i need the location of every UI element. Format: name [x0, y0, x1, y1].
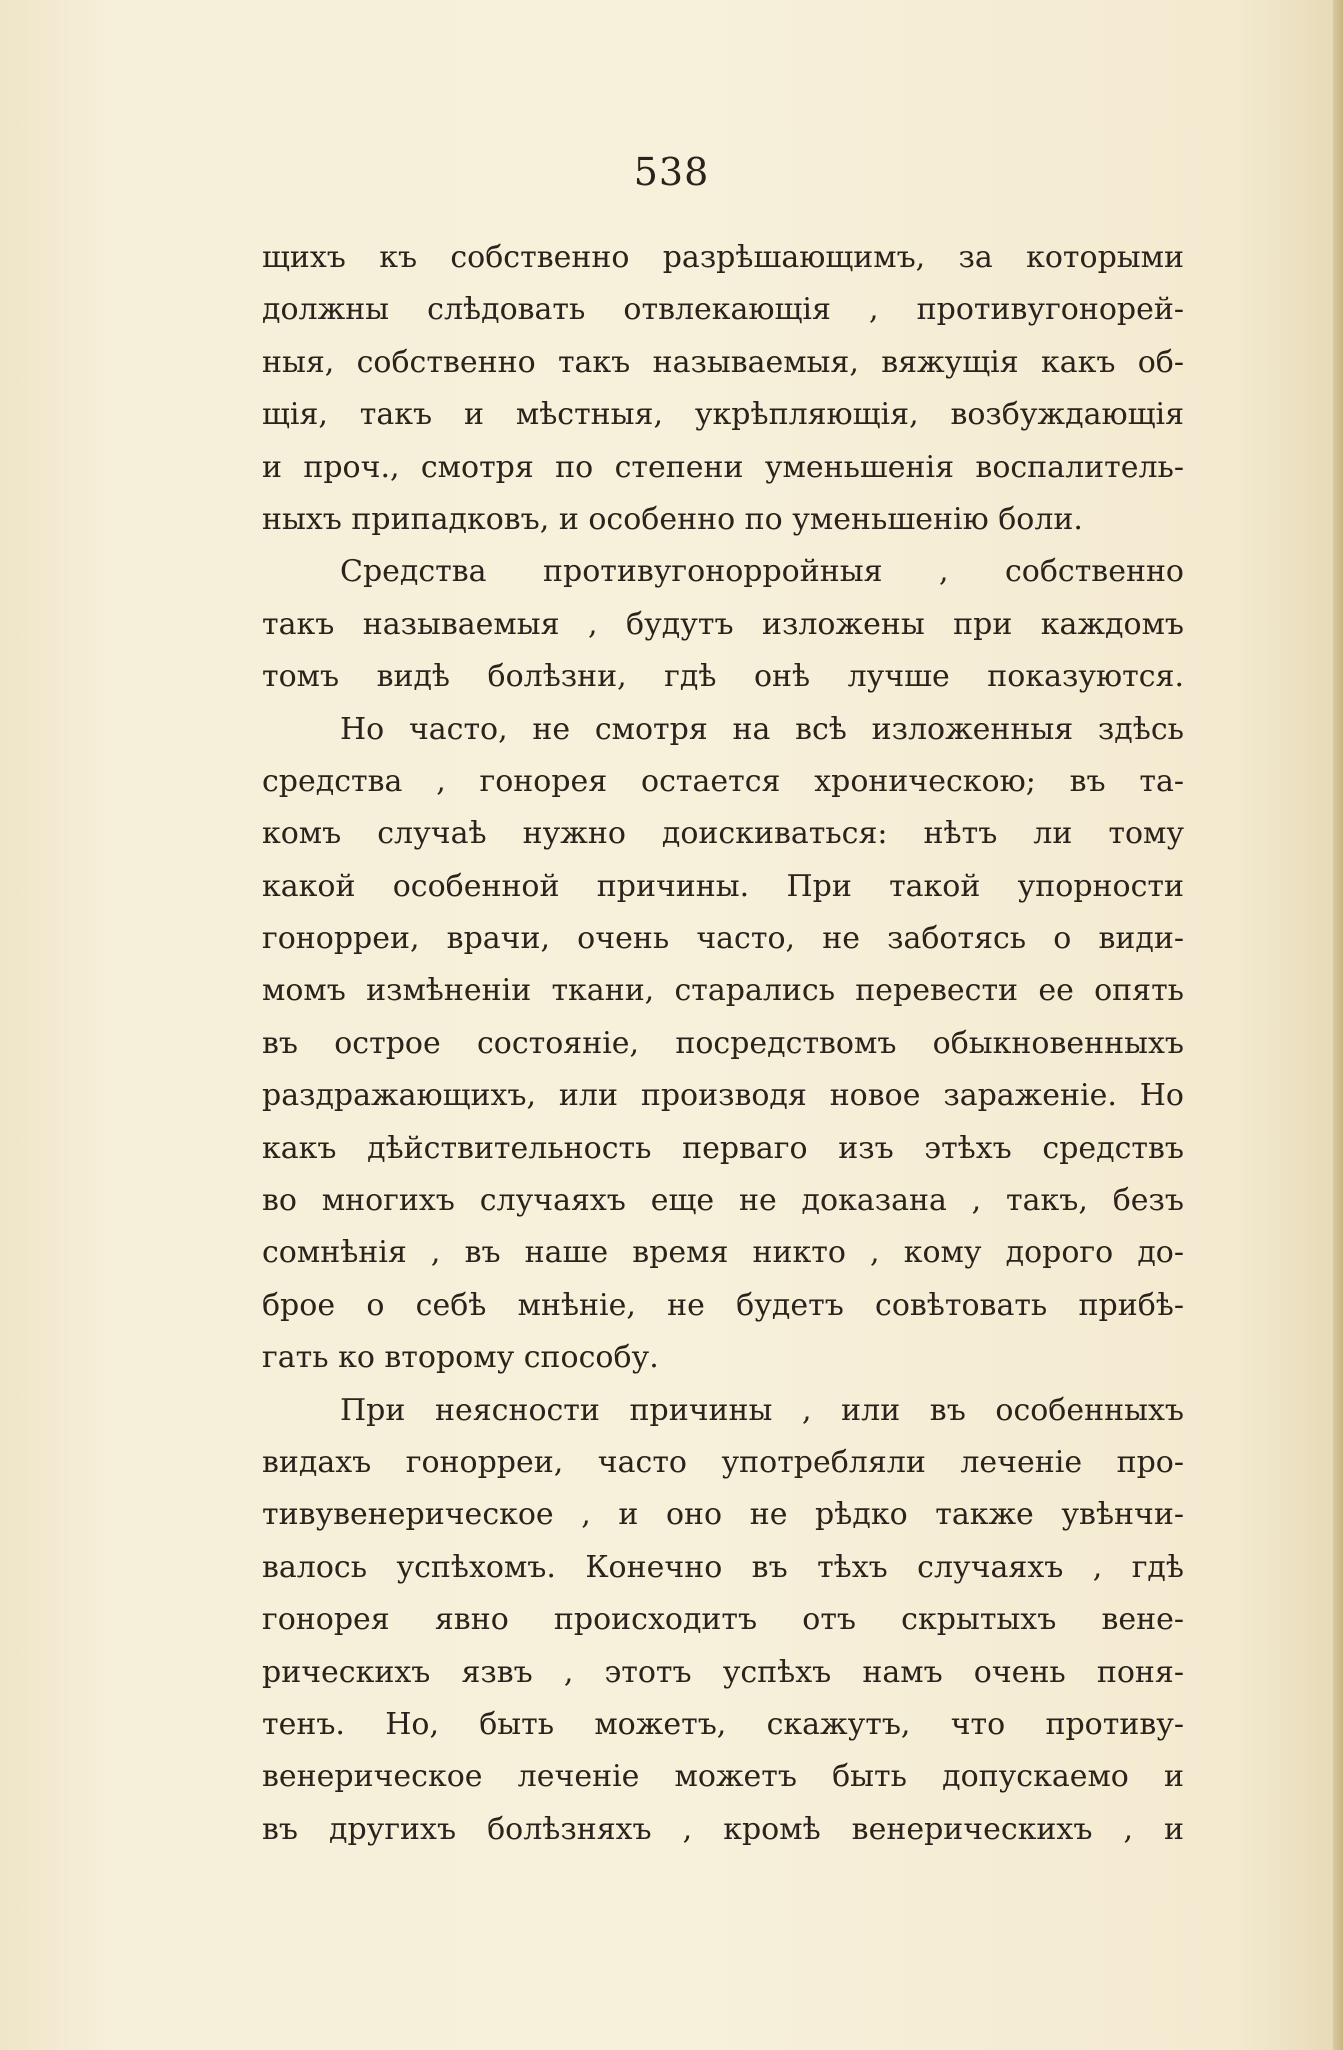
text-line: должны слѣдовать отвлекающія , противугонорей- [262, 292, 1184, 328]
body-text [262, 232, 1184, 1856]
text-line: какой особенной причины. При такой упорности [262, 868, 1184, 904]
text-line: ныхъ припадковъ, и особенно по уменьшенію боли. [262, 501, 1083, 537]
text-line: гонорреи, врачи, очень часто, не заботясь о види- [262, 921, 1184, 957]
text-line: какъ дѣйствительность перваго изъ этѣхъ средствъ [262, 1130, 1184, 1166]
text-line: гонорея явно происходитъ отъ скрытыхъ вене- [262, 1602, 1184, 1638]
text-line: и проч., смотря по степени уменьшенія воспалитель- [262, 449, 1184, 485]
text-line: щихъ къ собственно разрѣшающимъ, за которыми [262, 240, 1184, 275]
text-line: въ острое состояніе, посредствомъ обыкновенныхъ [262, 1025, 1184, 1061]
text-line: томъ видѣ болѣзни, гдѣ онѣ лучше показуются. [262, 659, 1184, 695]
page-edge [1333, 0, 1343, 2050]
text-line: видахъ гонорреи, часто употребляли леченіе про- [262, 1444, 1184, 1480]
text-line: такъ называемыя , будутъ изложены при каждомъ [262, 606, 1184, 642]
text-line: Но часто, не смотря на всѣ изложенныя здѣсь [340, 711, 1184, 747]
text-line: валось успѣхомъ. Конечно въ тѣхъ случаяхъ , гдѣ [262, 1549, 1184, 1585]
text-line: брое о себѣ мнѣніе, не будетъ совѣтовать прибѣ- [262, 1287, 1184, 1323]
text-line: въ другихъ болѣзняхъ , кромѣ венерическихъ , и [262, 1811, 1184, 1847]
text-line: Средства противугонорройныя , собственно [340, 554, 1184, 590]
text-line: момъ измѣненіи ткани, старались перевести ее опять [262, 973, 1184, 1009]
text-line: венерическое леченіе можетъ быть допускаемо и [262, 1759, 1184, 1795]
text-line: тенъ. Но, быть можетъ, скажутъ, что противу- [262, 1706, 1184, 1742]
page-number: 538 [633, 150, 710, 194]
text-line: гать ко второму способу. [262, 1340, 659, 1376]
text-line: раздражающихъ, или производя новое зараженіе. Но [262, 1078, 1184, 1114]
text-line: щія, такъ и мѣстныя, укрѣпляющія, возбуждающія [262, 397, 1184, 433]
text-line: сомнѣнія , въ наше время никто , кому дорого до- [262, 1235, 1184, 1271]
text-line: рическихъ язвъ , этотъ успѣхъ намъ очень поня- [262, 1654, 1184, 1690]
text-line: ныя, собственно такъ называемыя, вяжущія какъ об- [262, 344, 1184, 380]
text-line: При неясности причины , или въ особенныхъ [340, 1392, 1184, 1428]
text-line: средства , гонорея остается хроническою; въ та- [262, 763, 1184, 799]
text-line: тивувенерическое , и оно не рѣдко также увѣнчи- [262, 1497, 1184, 1533]
text-line: комъ случаѣ нужно доискиваться: нѣтъ ли тому [262, 816, 1184, 852]
text-line: во многихъ случаяхъ еще не доказана , такъ, безъ [262, 1183, 1184, 1219]
